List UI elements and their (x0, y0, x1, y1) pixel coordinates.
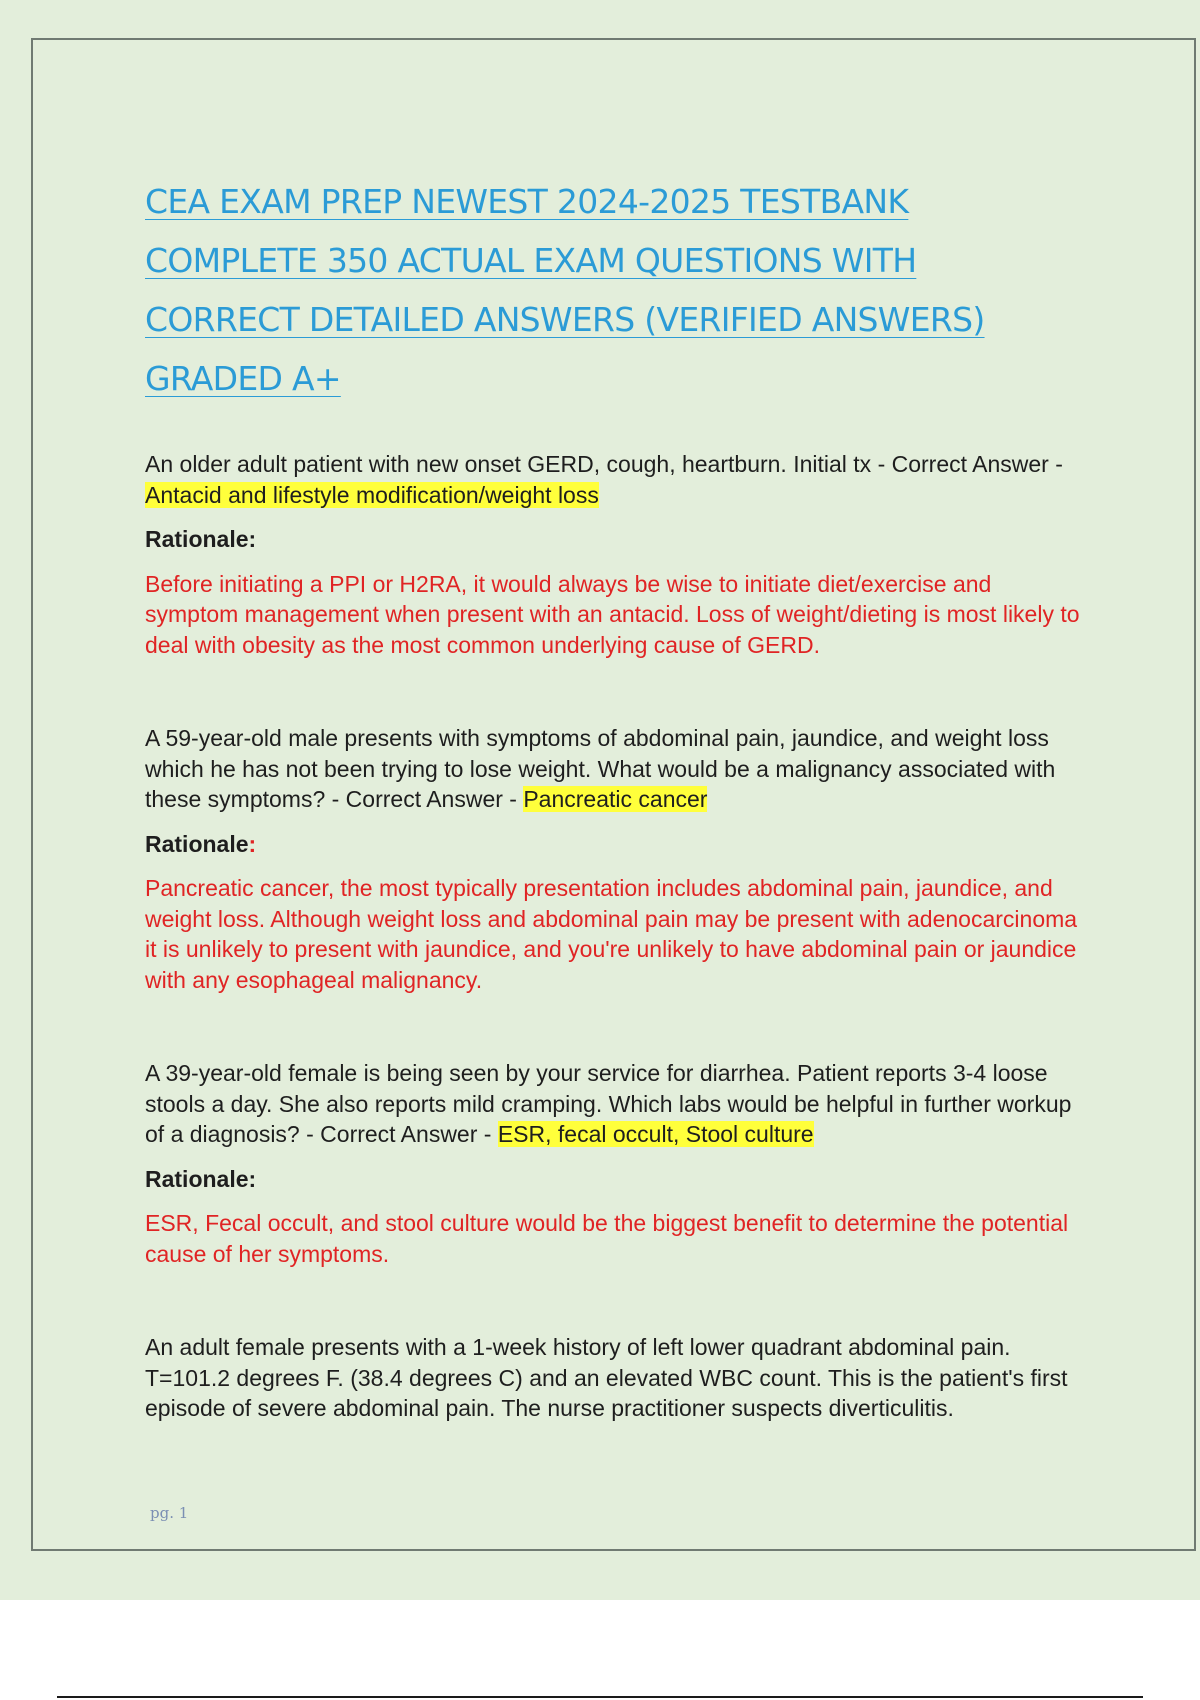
rationale-text: Pancreatic cancer, the most typically presentation includes abdominal pain, jaundice, and weight loss. Although weight loss and abdominal pain may be present with adenocarcinoma it is unlikely to present with jaundice, and you're unlikely to have abdominal pain or jaundice with any esophageal malignancy. (145, 875, 1078, 993)
question-stem: A 39-year-old female is being seen by your service for diarrhea. Patient reports 3-4 loose stools a day. She also reports mild cramping. Which labs would be helpful in further workup of a diagnosis? - Correct Answer - (145, 1060, 1072, 1147)
question-text: An adult female presents with a 1-week history of left lower quadrant abdominal pain. T=101.2 degrees F. (38.4 degrees C) and an elevated WBC count. This is the patient's first episode of severe abdominal pain. The nurse practitioner suspects diverticulitis. (145, 1334, 1068, 1421)
document-title (145, 172, 1105, 408)
rationale-label: Rationale: (145, 1165, 257, 1192)
correct-answer-highlight: Pancreatic cancer (523, 786, 708, 812)
rationale-label-text: Rationale (145, 830, 249, 857)
question-text (145, 1058, 1085, 1150)
title-line: COMPLETE 350 ACTUAL EXAM QUESTIONS WITH (145, 241, 917, 280)
question-text (145, 723, 1085, 815)
question-block-1 (145, 449, 1085, 660)
title-line: CORRECT DETAILED ANSWERS (VERIFIED ANSWERS) (145, 300, 985, 339)
question-text (145, 449, 1085, 510)
footer-divider (57, 1696, 1143, 1698)
rationale-label: Rationale: (145, 526, 257, 552)
question-stem: An older adult patient with new onset GERD, cough, heartburn. Initial tx - Correct Answer - (145, 451, 1063, 477)
page-number: pg. 1 (150, 1504, 189, 1522)
rationale-colon: : (248, 830, 257, 857)
correct-answer-highlight: Antacid and lifestyle modification/weight loss (145, 481, 599, 508)
rationale-label (145, 829, 1085, 860)
title-line: CEA EXAM PREP NEWEST 2024-2025 TESTBANK (145, 182, 909, 221)
question-block-2 (145, 723, 1085, 995)
correct-answer-highlight: ESR, fecal occult, Stool culture (497, 1121, 814, 1147)
question-block-4 (145, 1332, 1085, 1424)
rationale-text: ESR, Fecal occult, and stool culture would be the biggest benefit to determine the potential cause of her symptoms. (145, 1210, 1069, 1267)
title-line: GRADED A+ (145, 359, 341, 398)
question-block-3 (145, 1058, 1085, 1269)
question-stem: A 59-year-old male presents with symptoms of abdominal pain, jaundice, and weight loss which he has not been trying to lose weight. What would be a malignancy associated with these symptoms? - Correct Answer - (145, 725, 1056, 812)
rationale-text: Before initiating a PPI or H2RA, it would always be wise to initiate diet/exercise and symptom management when present with an antacid. Loss of weight/dieting is most likely to deal with obesity as the most common underlying cause of GERD. (145, 570, 1080, 658)
